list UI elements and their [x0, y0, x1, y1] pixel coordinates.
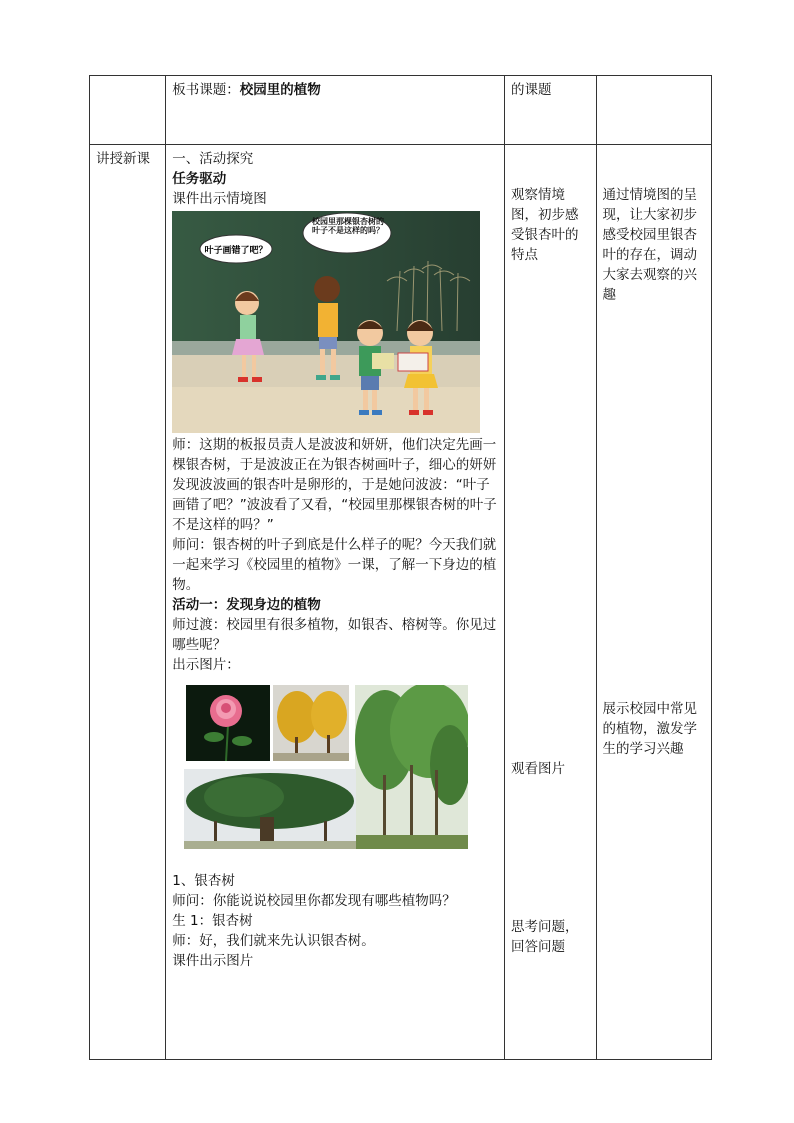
- scene-image: [172, 211, 480, 433]
- paragraph-question: 师问：银杏树的叶子到底是什么样子的呢？今天我们就一起来学习《校园里的植物》一课，了解一下身边的植物。: [172, 537, 497, 593]
- student-activity-think: 思考问题，回答问题: [511, 919, 579, 955]
- bubble-text-2: 校园里那棵银杏树的叶子不是这样的吗？: [312, 217, 385, 235]
- section-label: 讲授新课: [96, 151, 150, 167]
- ginkgo-photo: [273, 685, 349, 761]
- teacher-response: 师：好，我们就来先认识银杏树。: [172, 933, 375, 949]
- show-pictures-text: 出示图片：: [172, 657, 240, 673]
- table-row: [90, 145, 712, 1060]
- heading-activity-1: 活动一：发现身边的植物: [172, 597, 321, 613]
- design-intent-cell: [596, 76, 711, 145]
- student-activity-cell: [505, 76, 597, 145]
- student-activity-view: 观看图片: [511, 761, 566, 777]
- item-ginkgo: 1、银杏树: [172, 873, 235, 889]
- design-intent-photos: 展示校园中常见的植物，激发学生的学习兴趣: [602, 701, 698, 757]
- poplar-grove-photo: [355, 685, 468, 849]
- board-title-prefix: 板书课题：: [172, 82, 240, 98]
- lesson-plan-table: [89, 75, 712, 1060]
- courseware-scene-text: 课件出示情境图: [172, 191, 267, 207]
- design-intent-cell: [596, 145, 711, 1060]
- student-activity-cell: [505, 145, 597, 1060]
- scene-illustration: [172, 211, 498, 433]
- banyan-photo: [184, 769, 356, 849]
- paragraph-story: 师：这期的板报员责人是波波和妍妍，他们决定先画一棵银杏树，于是波波正在为银杏树画叶子，细心的妍妍发现波波画的银杏叶是卵形的，于是她问波波：“叶子画错了吧？”波波看了又看，“校园里那棵银杏树的叶子不是这样的吗？”: [172, 437, 497, 533]
- teacher-activity-cell: [166, 145, 505, 1060]
- paragraph-transition: 师过渡：校园里有很多植物，如银杏、榕树等。你见过哪些呢？: [172, 617, 497, 653]
- rose-photo: [186, 685, 270, 761]
- teacher-activity-cell: [166, 76, 505, 145]
- student-answer: 生 1：银杏树: [172, 913, 253, 929]
- heading-activity-explore: 一、活动探究: [172, 151, 254, 167]
- heading-task-driven: 任务驱动: [172, 171, 227, 187]
- board-title: 校园里的植物: [239, 82, 321, 98]
- courseware-picture-text: 课件出示图片: [172, 953, 254, 969]
- section-cell: [90, 145, 166, 1060]
- student-activity-text: 的课题: [511, 82, 552, 98]
- design-intent-scene: 通过情境图的呈现，让大家初步感受校园里银杏叶的存在，调动大家去观察的兴趣: [602, 187, 698, 303]
- teacher-question: 师问：你能说说校园里你都发现有哪些植物吗？: [172, 893, 456, 909]
- bubble-text-1: 叶子画错了吧？: [204, 246, 268, 256]
- table-row: [90, 76, 712, 145]
- student-activity-observe: 观察情境图，初步感受银杏叶的特点: [511, 187, 579, 263]
- plant-photos: [172, 685, 480, 865]
- section-cell-empty: [90, 76, 166, 145]
